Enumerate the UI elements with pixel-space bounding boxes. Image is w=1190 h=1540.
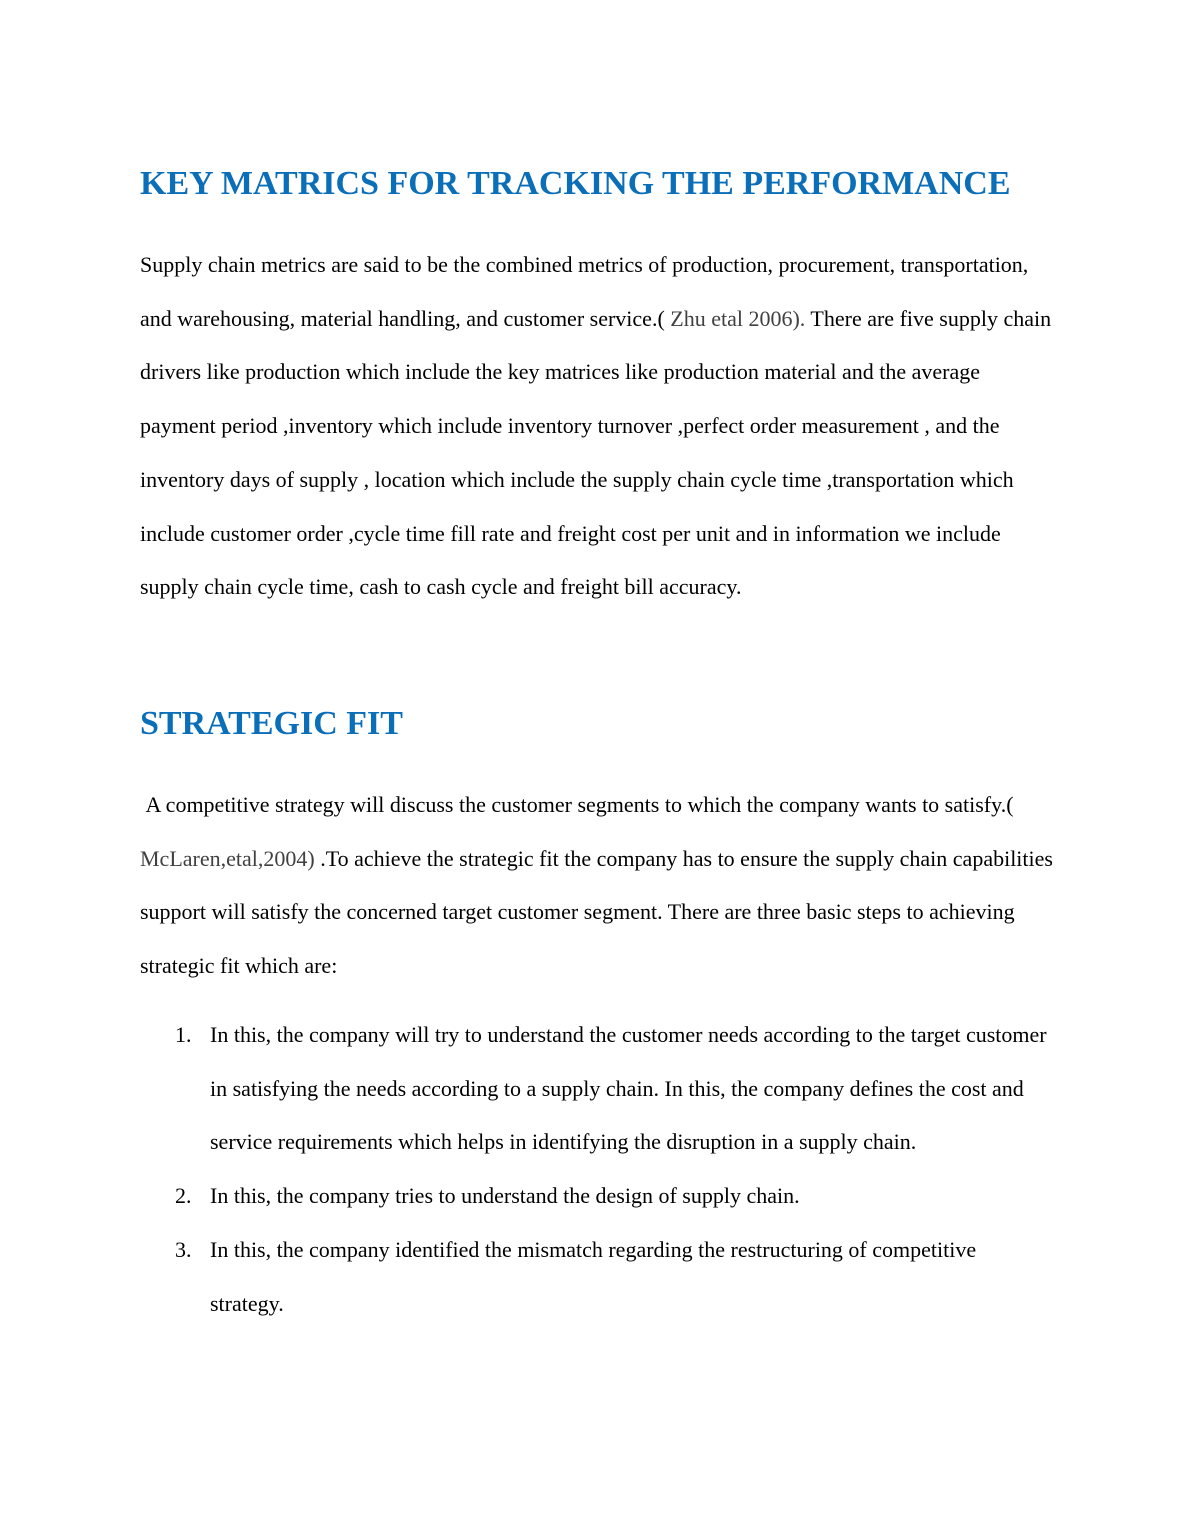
citation-zhu: Zhu etal 2006).	[664, 305, 806, 331]
strategic-fit-text-start: A competitive strategy will discuss the customer segments to which the company wants to satisfy.(	[140, 792, 1014, 817]
list-item-number: 2.	[175, 1183, 192, 1209]
key-metrics-text-start: Supply chain metrics are said to be the combined metrics of production, procurement, transportation, and warehousing, material handling, and customer service.(	[140, 252, 1029, 331]
list-item-text: In this, the company tries to understand the design of supply chain.	[210, 1183, 800, 1209]
strategic-fit-paragraph	[140, 778, 1055, 993]
citation-mclaren: McLaren,etal,2004)	[140, 845, 315, 871]
strategic-fit-text-end: .To achieve the strategic fit the company has to ensure the supply chain capabilities support will satisfy the concerned target customer segment. There are three basic steps to achieving strategic fit which are:	[140, 845, 1053, 979]
section-heading-key-metrics: KEY MATRICS FOR TRACKING THE PERFORMANCE	[140, 165, 1011, 202]
strategic-fit-steps-list	[140, 1008, 1055, 1330]
list-item-number: 3.	[175, 1236, 192, 1262]
key-metrics-text-end: There are five supply chain drivers like production which include the key matrices like production material and the average payment period ,inventory which include inventory turnover ,perfect order measurement , and the inventory days of supply , location which include the supply chain cycle time ,transportation which include customer order ,cycle time fill rate and freight cost per unit and in information we include supply chain cycle time, cash to cash cycle and freight bill accuracy.	[140, 305, 1052, 600]
list-item-text: In this, the company identified the mismatch regarding the restructuring of competitive strategy.	[210, 1236, 977, 1316]
list-item	[140, 1223, 1055, 1330]
list-item	[140, 1169, 1055, 1223]
list-item-number: 1.	[175, 1022, 192, 1047]
key-metrics-paragraph	[140, 238, 1055, 614]
list-item	[140, 1008, 1055, 1169]
section-heading-strategic-fit: STRATEGIC FIT	[140, 705, 403, 742]
list-item-text: In this, the company will try to understand the customer needs according to the target customer in satisfying the needs according to a supply chain. In this, the company defines the cost and service requirements which helps in identifying the disruption in a supply chain.	[210, 1022, 1047, 1155]
